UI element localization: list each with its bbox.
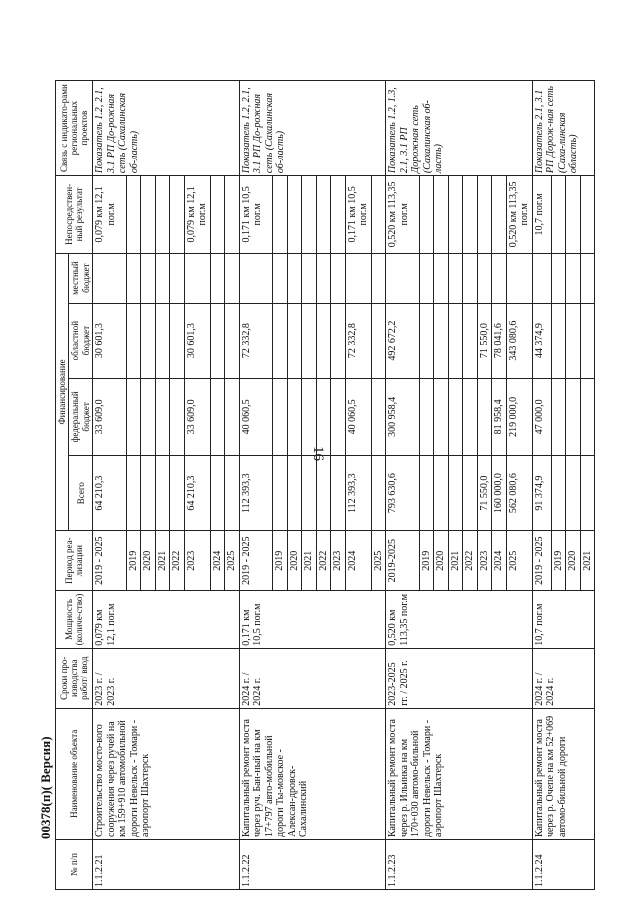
cell-total: 793 630,6 bbox=[386, 456, 420, 531]
cell-year-local bbox=[434, 253, 449, 303]
cell-year-regional bbox=[126, 303, 141, 378]
cell-year-result bbox=[331, 176, 346, 254]
projects-table bbox=[55, 80, 595, 890]
cell-year-result bbox=[141, 176, 156, 254]
cell-year-local bbox=[492, 253, 507, 303]
cell-year-year: 2021 bbox=[155, 531, 170, 591]
cell-year-result: 0,520 км 113,35 пог.м bbox=[506, 176, 532, 254]
cell-year-total: 64 210,3 bbox=[184, 456, 210, 531]
cell-year-federal: 81 958,4 bbox=[492, 378, 507, 456]
cell-year-local bbox=[155, 253, 170, 303]
cell-year-federal bbox=[463, 378, 478, 456]
cell-year-year: 2025 bbox=[506, 531, 532, 591]
cell-year-regional bbox=[551, 303, 566, 378]
cell-year-year: 2023 bbox=[184, 531, 210, 591]
cell-year-year: 2022 bbox=[170, 531, 185, 591]
cell-year-federal: 40 060,5 bbox=[345, 378, 371, 456]
cell-year-federal bbox=[287, 378, 302, 456]
header-terms: Сроки про-изводства работ/ ввод bbox=[56, 648, 93, 708]
cell-year-regional bbox=[580, 303, 595, 378]
cell-name: Строительство мосто-вого сооружения через ручей на км 159+910 автомобильной дороги Невельск - Томари - аэропорт Шахтерск bbox=[93, 708, 240, 839]
cell-year-result bbox=[287, 176, 302, 254]
cell-terms: 2024 г. / 2024 г. bbox=[532, 648, 594, 708]
table-row bbox=[93, 81, 127, 890]
cell-year-regional bbox=[302, 303, 317, 378]
cell-year-total bbox=[580, 456, 595, 531]
cell-year-total bbox=[126, 456, 141, 531]
cell-year-total bbox=[155, 456, 170, 531]
cell-year-federal bbox=[566, 378, 581, 456]
cell-year-total: 71 550,0 bbox=[477, 456, 492, 531]
cell-name: Капитальный ремонт моста через р. Ильинка на км 170+030 автомо-бильной дороги Невельск - Томари - аэропорт Шахтерск bbox=[386, 708, 533, 839]
table-row bbox=[386, 81, 420, 890]
cell-year-federal bbox=[141, 378, 156, 456]
cell-year-total bbox=[331, 456, 346, 531]
cell-year-year: 2020 bbox=[566, 531, 581, 591]
cell-year-federal bbox=[225, 378, 240, 456]
cell-year-total bbox=[287, 456, 302, 531]
cell-year-local bbox=[170, 253, 185, 303]
cell-year-federal bbox=[419, 378, 434, 456]
cell-num: 1.1.2.21 bbox=[93, 840, 240, 890]
cell-period: 2019-2025 bbox=[386, 531, 420, 591]
cell-terms: 2023-2025 гг. / 2025 г. bbox=[386, 648, 533, 708]
footer-version: 00378(п)( Версия) bbox=[38, 736, 53, 839]
cell-year-regional bbox=[210, 303, 225, 378]
cell-capacity: 0,520 км 113,35 пог.м bbox=[386, 591, 533, 649]
cell-year-total bbox=[210, 456, 225, 531]
cell-year-year: 2023 bbox=[331, 531, 346, 591]
cell-result: 0,079 км 12,1 пог.м bbox=[93, 176, 127, 254]
cell-year-result bbox=[580, 176, 595, 254]
cell-year-year: 2019 bbox=[551, 531, 566, 591]
cell-year-result bbox=[273, 176, 288, 254]
cell-year-regional: 78 041,6 bbox=[492, 303, 507, 378]
cell-year-year: 2019 bbox=[273, 531, 288, 591]
cell-year-total bbox=[448, 456, 463, 531]
cell-period: 2019 - 2025 bbox=[93, 531, 127, 591]
cell-capacity: 0,079 км 12,1 пог.м bbox=[93, 591, 240, 649]
cell-year-year: 2024 bbox=[492, 531, 507, 591]
cell-year-regional bbox=[331, 303, 346, 378]
cell-year-total bbox=[273, 456, 288, 531]
cell-year-local bbox=[419, 253, 434, 303]
cell-year-federal bbox=[477, 378, 492, 456]
cell-capacity: 0,171 км 10,5 пог.м bbox=[239, 591, 386, 649]
cell-year-regional: 72 332,8 bbox=[345, 303, 371, 378]
cell-year-regional bbox=[448, 303, 463, 378]
page-number: 16 bbox=[310, 446, 326, 461]
cell-link: Показатель 1.2, 2.1, 3.1 РП До-рожная сеть (Сахалинская об-ласть) bbox=[239, 81, 386, 176]
cell-year-total: 562 080,6 bbox=[506, 456, 532, 531]
cell-result: 0,520 км 113,35 пог.м bbox=[386, 176, 420, 254]
header-federal: федеральный бюджет bbox=[69, 378, 93, 456]
cell-capacity: 10,7 пог.м bbox=[532, 591, 594, 649]
cell-year-year: 2021 bbox=[448, 531, 463, 591]
cell-year-total bbox=[419, 456, 434, 531]
cell-year-total bbox=[463, 456, 478, 531]
cell-year-year: 2023 bbox=[477, 531, 492, 591]
cell-year-local bbox=[331, 253, 346, 303]
cell-terms: 2023 г. / 2023 г. bbox=[93, 648, 240, 708]
cell-local bbox=[93, 253, 127, 303]
cell-year-local bbox=[225, 253, 240, 303]
header-local: местный бюджет bbox=[69, 253, 93, 303]
rotated-table-container bbox=[55, 80, 595, 890]
cell-year-federal: 33 609,0 bbox=[184, 378, 210, 456]
cell-year-federal bbox=[316, 378, 331, 456]
cell-year-local bbox=[477, 253, 492, 303]
cell-year-total bbox=[434, 456, 449, 531]
cell-federal: 33 609,0 bbox=[93, 378, 127, 456]
cell-regional: 44 374,9 bbox=[532, 303, 551, 378]
cell-year-local bbox=[580, 253, 595, 303]
header-name: Наименование объекта bbox=[56, 708, 93, 839]
cell-year-local bbox=[126, 253, 141, 303]
cell-year-regional bbox=[463, 303, 478, 378]
cell-year-local bbox=[184, 253, 210, 303]
header-result: Непосредствен-ный результат bbox=[56, 176, 93, 254]
cell-link: Показатель 1.2, 1.3, 2.1, 3.1 РП Дорожная сеть (Сахалинская об-ласть) bbox=[386, 81, 533, 176]
header-total: Всего bbox=[69, 456, 93, 531]
cell-name: Капитальный ремонт моста через руч. Бан-ный на км 17+797 авто-мобильной дороги Ты-мовское - Алексан-дровск-Сахалинский bbox=[239, 708, 386, 839]
cell-year-regional: 343 080,6 bbox=[506, 303, 532, 378]
cell-year-federal bbox=[302, 378, 317, 456]
cell-year-local bbox=[371, 253, 386, 303]
cell-year-regional bbox=[141, 303, 156, 378]
cell-year-federal bbox=[434, 378, 449, 456]
cell-local bbox=[386, 253, 420, 303]
cell-year-regional bbox=[273, 303, 288, 378]
cell-year-year: 2025 bbox=[371, 531, 386, 591]
cell-year-regional bbox=[316, 303, 331, 378]
cell-year-result bbox=[371, 176, 386, 254]
cell-total: 64 210,3 bbox=[93, 456, 127, 531]
cell-period: 2019 - 2025 bbox=[532, 531, 551, 591]
cell-year-result bbox=[170, 176, 185, 254]
cell-year-result bbox=[126, 176, 141, 254]
cell-year-result bbox=[492, 176, 507, 254]
cell-total: 112 393,3 bbox=[239, 456, 273, 531]
table-row bbox=[239, 81, 273, 890]
cell-year-local bbox=[287, 253, 302, 303]
header-capacity: Мощность (количе-ство) bbox=[56, 591, 93, 649]
cell-year-total bbox=[316, 456, 331, 531]
header-num: № п/п bbox=[56, 840, 93, 890]
cell-year-federal bbox=[448, 378, 463, 456]
cell-year-federal: 219 000,0 bbox=[506, 378, 532, 456]
cell-year-local bbox=[210, 253, 225, 303]
cell-year-result bbox=[551, 176, 566, 254]
cell-year-federal bbox=[551, 378, 566, 456]
cell-year-total bbox=[170, 456, 185, 531]
cell-year-total bbox=[566, 456, 581, 531]
cell-year-result bbox=[210, 176, 225, 254]
cell-year-local bbox=[566, 253, 581, 303]
cell-year-local bbox=[448, 253, 463, 303]
header-regional: областной бюджет bbox=[69, 303, 93, 378]
cell-year-result bbox=[302, 176, 317, 254]
cell-year-total bbox=[141, 456, 156, 531]
cell-terms: 2024 г. / 2024 г. bbox=[239, 648, 386, 708]
cell-year-result bbox=[463, 176, 478, 254]
cell-name: Капитальный ремонт моста через р. Очепе на км 52+069 автомо-бильной дороги bbox=[532, 708, 594, 839]
cell-year-federal bbox=[126, 378, 141, 456]
cell-year-total bbox=[302, 456, 317, 531]
cell-link: Показатель 1.2, 2.1, 3.1 РП До-рожная сеть (Сахалинская об-ласть) bbox=[93, 81, 240, 176]
cell-year-total: 160 000,0 bbox=[492, 456, 507, 531]
cell-year-regional bbox=[371, 303, 386, 378]
cell-year-result bbox=[225, 176, 240, 254]
cell-year-federal bbox=[273, 378, 288, 456]
cell-link: Показатель 2.1, 3.1 РП Дорож-ная сеть (Саха-линская область) bbox=[532, 81, 594, 176]
cell-year-federal bbox=[210, 378, 225, 456]
cell-result: 0,171 км 10,5 пог.м bbox=[239, 176, 273, 254]
cell-year-total bbox=[225, 456, 240, 531]
cell-year-result bbox=[448, 176, 463, 254]
cell-year-year: 2024 bbox=[345, 531, 371, 591]
cell-year-federal bbox=[371, 378, 386, 456]
cell-year-regional: 71 550,0 bbox=[477, 303, 492, 378]
cell-year-result bbox=[316, 176, 331, 254]
cell-year-local bbox=[302, 253, 317, 303]
cell-year-federal bbox=[155, 378, 170, 456]
cell-year-federal bbox=[331, 378, 346, 456]
table-body bbox=[93, 81, 595, 890]
cell-year-regional bbox=[434, 303, 449, 378]
cell-local bbox=[239, 253, 273, 303]
cell-year-regional bbox=[419, 303, 434, 378]
cell-federal: 47 000,0 bbox=[532, 378, 551, 456]
cell-regional: 492 672,2 bbox=[386, 303, 420, 378]
cell-year-year: 2021 bbox=[302, 531, 317, 591]
header-financing: Финансирование bbox=[56, 253, 69, 531]
cell-year-local bbox=[316, 253, 331, 303]
cell-year-result bbox=[155, 176, 170, 254]
cell-year-year: 2019 bbox=[126, 531, 141, 591]
cell-year-year: 2025 bbox=[225, 531, 240, 591]
cell-year-year: 2022 bbox=[463, 531, 478, 591]
cell-year-regional bbox=[170, 303, 185, 378]
cell-year-result: 0,171 км 10,5 пог.м bbox=[345, 176, 371, 254]
cell-year-local bbox=[551, 253, 566, 303]
cell-year-regional bbox=[566, 303, 581, 378]
cell-year-result bbox=[477, 176, 492, 254]
cell-period: 2019 - 2025 bbox=[239, 531, 273, 591]
cell-year-regional: 30 601,3 bbox=[184, 303, 210, 378]
cell-year-year: 2022 bbox=[316, 531, 331, 591]
cell-federal: 40 060,5 bbox=[239, 378, 273, 456]
cell-year-year: 2021 bbox=[580, 531, 595, 591]
cell-year-year: 2020 bbox=[287, 531, 302, 591]
cell-year-result bbox=[566, 176, 581, 254]
cell-year-result bbox=[419, 176, 434, 254]
cell-year-regional bbox=[287, 303, 302, 378]
header-period: Период реа-лизации bbox=[56, 531, 93, 591]
cell-year-year: 2020 bbox=[434, 531, 449, 591]
header-link: Связь с индикато-рами региональных проектов bbox=[56, 81, 93, 176]
cell-num: 1.1.2.23 bbox=[386, 840, 533, 890]
cell-year-regional bbox=[155, 303, 170, 378]
cell-year-local bbox=[463, 253, 478, 303]
cell-year-total bbox=[551, 456, 566, 531]
cell-year-federal bbox=[580, 378, 595, 456]
cell-year-year: 2020 bbox=[141, 531, 156, 591]
cell-year-local bbox=[141, 253, 156, 303]
cell-federal: 300 958,4 bbox=[386, 378, 420, 456]
cell-year-regional bbox=[225, 303, 240, 378]
cell-num: 1.1.2.24 bbox=[532, 840, 594, 890]
cell-year-total: 112 393,3 bbox=[345, 456, 371, 531]
cell-year-result: 0,079 км 12,1 пог.м bbox=[184, 176, 210, 254]
cell-num: 1.1.2.22 bbox=[239, 840, 386, 890]
cell-local bbox=[532, 253, 551, 303]
cell-total: 91 374,9 bbox=[532, 456, 551, 531]
cell-year-local bbox=[273, 253, 288, 303]
cell-year-year: 2024 bbox=[210, 531, 225, 591]
cell-year-local bbox=[506, 253, 532, 303]
cell-regional: 30 601,3 bbox=[93, 303, 127, 378]
cell-regional: 72 332,8 bbox=[239, 303, 273, 378]
cell-year-year: 2019 bbox=[419, 531, 434, 591]
cell-year-federal bbox=[170, 378, 185, 456]
cell-year-result bbox=[434, 176, 449, 254]
cell-year-local bbox=[345, 253, 371, 303]
cell-result: 10,7 пог.м bbox=[532, 176, 551, 254]
cell-year-total bbox=[371, 456, 386, 531]
table-row bbox=[532, 81, 551, 890]
